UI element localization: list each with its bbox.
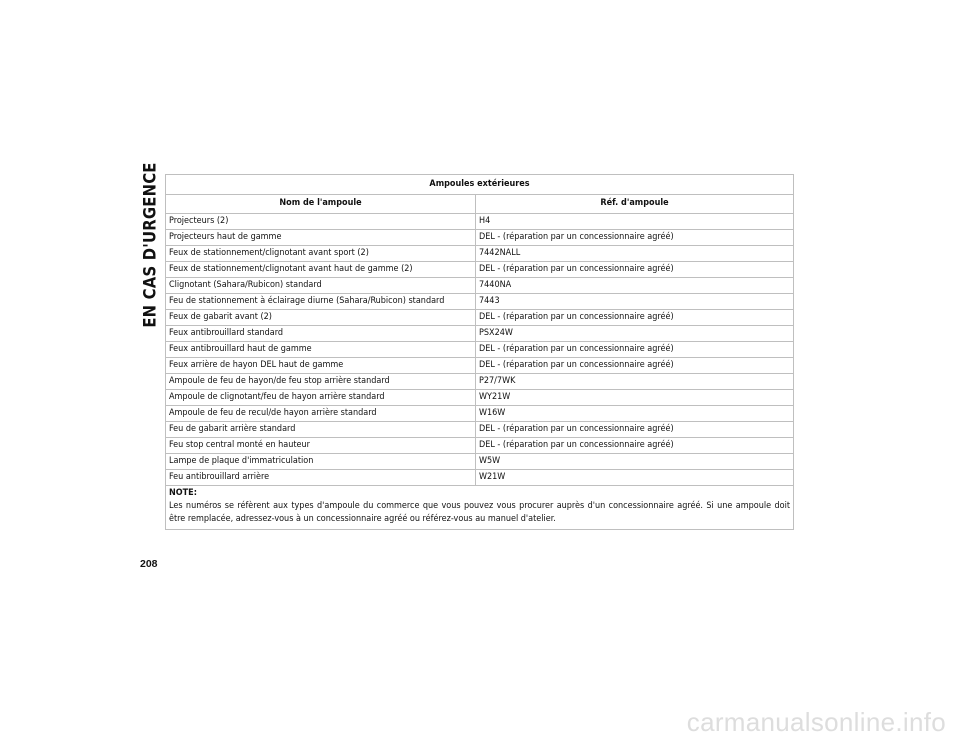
table-row (166, 310, 794, 326)
table-row (166, 326, 794, 342)
table-row (166, 390, 794, 406)
bulb-name-cell: Feux de stationnement/clignotant avant haut de gamme (2) (166, 262, 476, 278)
bulb-name-cell: Feu de stationnement à éclairage diurne (Sahara/Rubicon) standard (166, 294, 476, 310)
table-row (166, 374, 794, 390)
table-row (166, 246, 794, 262)
bulb-name-cell: Feux antibrouillard standard (166, 326, 476, 342)
page-number: 208 (140, 558, 158, 570)
table-caption-row (166, 175, 794, 195)
bulb-ref-cell: DEL - (réparation par un concessionnaire agréé) (476, 310, 794, 326)
section-side-title-text: EN CAS D'URGENCE (140, 162, 160, 328)
bulb-ref-cell: W5W (476, 454, 794, 470)
bulb-ref-cell: 7440NA (476, 278, 794, 294)
bulb-ref-cell: PSX24W (476, 326, 794, 342)
bulb-name-cell: Projecteurs haut de gamme (166, 230, 476, 246)
bulb-name-cell: Feux de gabarit avant (2) (166, 310, 476, 326)
bulb-name-cell: Feux arrière de hayon DEL haut de gamme (166, 358, 476, 374)
table-row (166, 230, 794, 246)
bulb-ref-cell: DEL - (réparation par un concessionnaire agréé) (476, 422, 794, 438)
note-row (166, 486, 794, 530)
table-row (166, 342, 794, 358)
bulb-ref-cell: H4 (476, 214, 794, 230)
bulb-name-cell: Feu de gabarit arrière standard (166, 422, 476, 438)
table-row (166, 406, 794, 422)
section-side-title (138, 162, 162, 328)
table-row (166, 262, 794, 278)
table-row (166, 214, 794, 230)
bulb-ref-cell: DEL - (réparation par un concessionnaire agréé) (476, 342, 794, 358)
bulb-name-cell: Ampoule de clignotant/feu de hayon arrière standard (166, 390, 476, 406)
bulb-ref-cell: DEL - (réparation par un concessionnaire agréé) (476, 230, 794, 246)
bulb-name-cell: Feu stop central monté en hauteur (166, 438, 476, 454)
bulb-ref-cell: P27/7WK (476, 374, 794, 390)
bulb-ref-cell: DEL - (réparation par un concessionnaire agréé) (476, 438, 794, 454)
table-row (166, 422, 794, 438)
bulb-name-cell: Ampoule de feu de hayon/de feu stop arrière standard (166, 374, 476, 390)
note-text: Les numéros se réfèrent aux types d'ampoule du commerce que vous pouvez vous procurer auprès d'un concessionnaire agréé. Si une ampoule doit être remplacée, adressez-vous à un concessionnaire agréé ou référez-vous au manuel d'atelier. (169, 501, 790, 525)
table-row (166, 438, 794, 454)
bulb-ref-cell: WY21W (476, 390, 794, 406)
bulb-name-cell: Feux antibrouillard haut de gamme (166, 342, 476, 358)
watermark-text: carmanualsonline.info (686, 707, 946, 737)
bulb-name-cell: Feu antibrouillard arrière (166, 470, 476, 486)
table-row (166, 294, 794, 310)
table-header-row (166, 195, 794, 214)
table-row (166, 278, 794, 294)
column-header-bulb-name: Nom de l'ampoule (166, 195, 476, 214)
bulb-name-cell: Projecteurs (2) (166, 214, 476, 230)
exterior-bulbs-table (165, 174, 794, 530)
bulb-name-cell: Ampoule de feu de recul/de hayon arrière standard (166, 406, 476, 422)
bulb-ref-cell: 7442NALL (476, 246, 794, 262)
table-caption: Ampoules extérieures (166, 175, 794, 195)
bulb-ref-cell: 7443 (476, 294, 794, 310)
table-row (166, 454, 794, 470)
note-cell (166, 486, 794, 530)
bulb-name-cell: Lampe de plaque d'immatriculation (166, 454, 476, 470)
bulb-ref-cell: W21W (476, 470, 794, 486)
table-row (166, 358, 794, 374)
bulb-ref-cell: W16W (476, 406, 794, 422)
bulb-name-cell: Feux de stationnement/clignotant avant sport (2) (166, 246, 476, 262)
column-header-bulb-ref: Réf. d'ampoule (476, 195, 794, 214)
bulb-name-cell: Clignotant (Sahara/Rubicon) standard (166, 278, 476, 294)
note-label: NOTE: (169, 488, 197, 498)
table-row (166, 470, 794, 486)
bulb-ref-cell: DEL - (réparation par un concessionnaire agréé) (476, 358, 794, 374)
bulb-ref-cell: DEL - (réparation par un concessionnaire agréé) (476, 262, 794, 278)
